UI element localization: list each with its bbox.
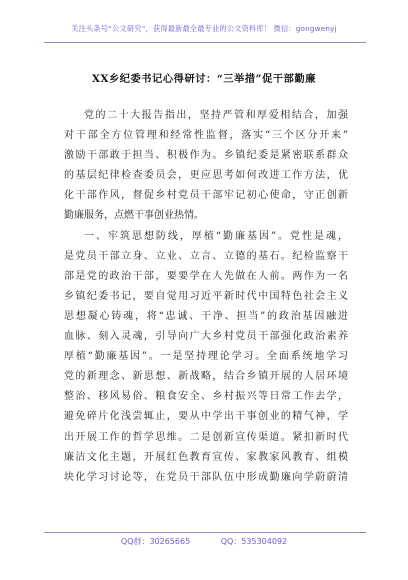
body-line: 是党员干部立身、立业、立言、立德的基石。纪检监察干 bbox=[64, 250, 348, 262]
footer-qq-group: QQ群：30265665 bbox=[120, 537, 191, 546]
document-title: XX乡纪委书记心得研讨：“三举措”促干部勤廉 bbox=[91, 73, 317, 85]
body-line: 党的新理念、新思想、新战略，结合乡镇开展的人居环境 bbox=[64, 371, 348, 383]
body-line: 整治、移风易俗、粮食安全、乡村振兴等日常工作去学， bbox=[64, 391, 348, 403]
footer-divider bbox=[44, 532, 366, 533]
body-line: 一、牢筑思想防线，厚植“勤廉基因”。党性是魂， bbox=[84, 230, 348, 242]
body-line: 避免碎片化浅尝辄止，要从中学出干事创业的精气神，学 bbox=[64, 411, 348, 423]
body-line: 思想凝心铸魂，将“忠诚、干净、担当”的政治基因融进 bbox=[64, 310, 348, 322]
document-body bbox=[64, 106, 348, 488]
body-line: 激励干部敢于担当、积极作为。乡镇纪委是紧密联系群众 bbox=[64, 150, 348, 162]
body-line: 廉洁文化主题，开展红色教育宣传、家教家风教育、组模 bbox=[64, 451, 348, 463]
footer-qq-number: QQ：535304092 bbox=[220, 537, 288, 546]
body-line: 出开展工作的哲学思维。二是创新宣传渠道。紧扣新时代 bbox=[64, 431, 348, 443]
body-line: 血脉、刻入灵魂，引导向广大乡村党员干部强化政治素养 bbox=[64, 331, 348, 343]
body-line: 乡镇纪委书记，要自觉用习近平新时代中国特色社会主义 bbox=[64, 290, 348, 302]
body-line: 对干部全方位管理和经常性监督，落实“三个区分开来” bbox=[64, 130, 348, 142]
body-line: 化干部作风，督促乡村党员干部牢记初心使命，守正创新 bbox=[64, 190, 348, 202]
body-line: 块化学习讨论等，在党员干部队伍中形成勤廉向学蔚蔚清 bbox=[64, 471, 348, 483]
body-line: 党的二十大报告指出，坚持严管和厚爱相结合，加强 bbox=[84, 110, 348, 121]
header-banner: 关注头条号“公文研究”，获得最新最全最专业的公文资料库！ 微信：gongwenyj bbox=[71, 24, 337, 33]
header-divider bbox=[44, 42, 366, 43]
body-line: 的基层纪律检查委员会，更应思考如何改进工作方法，优 bbox=[64, 170, 348, 182]
body-line: 部是党的政治干部，要要学在人先做在人前。两作为一名 bbox=[64, 270, 348, 282]
footer-contact bbox=[0, 536, 408, 547]
body-line: 厚植“勤廉基因”。一是坚持理论学习。全面系统地学习 bbox=[64, 351, 348, 363]
body-line: 勤廉服务，点燃干事创业热情。 bbox=[64, 210, 204, 222]
